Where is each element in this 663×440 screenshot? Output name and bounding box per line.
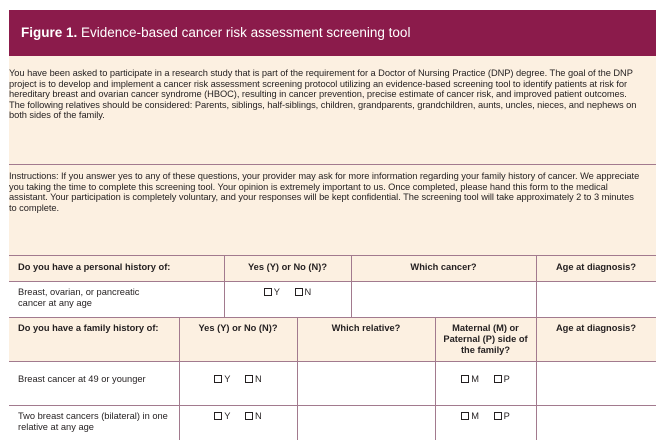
table-row [9, 406, 656, 440]
family-age-input[interactable] [536, 406, 656, 440]
personal-no-checkbox[interactable] [295, 288, 303, 296]
family-side-options [435, 374, 536, 406]
no-label: N [304, 287, 312, 297]
personal-age-input[interactable] [536, 282, 656, 318]
paternal-checkbox[interactable] [494, 412, 502, 420]
family-question-text: Two breast cancers (bilateral) in one relative at any age [18, 411, 168, 432]
intro-text: You have been asked to participate in a research study that is part of the requirement for a Doctor of Nursing Practice (DNP) degree. The goal of the DNP project is to develop and implement a cancer risk assessment screening protocol utilizing an evidence-based screening tool to identify patients at risk for hereditary breast and ovarian cancer syndrome (HBOC), resulting in cancer prevention, precise estimate of cancer risk, and improved patient outcomes. The following relatives should be considered: Parents, siblings, half-siblings, children, grandparents, grandchildren, aunts, uncles, nieces, and nephews on both sides of the family. [9, 68, 637, 121]
yes-label: Y [224, 411, 231, 421]
family-yes-checkbox[interactable] [214, 375, 222, 383]
family-yes-no-options [179, 374, 297, 406]
section-divider [9, 164, 656, 165]
paternal-label: P [503, 411, 510, 421]
no-label: N [255, 374, 262, 384]
personal-history-question-header: Do you have a personal history of: [18, 262, 171, 272]
yes-label: Y [273, 287, 280, 297]
family-yes-no-header: Yes (Y) or No (N)? [198, 323, 278, 333]
personal-age-header: Age at diagnosis? [555, 262, 637, 272]
family-no-checkbox[interactable] [245, 375, 253, 383]
personal-yes-checkbox[interactable] [264, 288, 272, 296]
personal-question-text: Breast, ovarian, or pancreatic cancer at any age [18, 287, 140, 308]
family-history-header-row [9, 318, 656, 362]
no-label: N [255, 411, 262, 421]
family-yes-no-options [179, 411, 297, 440]
maternal-checkbox[interactable] [461, 375, 469, 383]
which-cancer-input[interactable] [351, 282, 536, 318]
table-row [9, 362, 656, 406]
family-age-header: Age at diagnosis? [555, 323, 637, 333]
which-cancer-header: Which cancer? [410, 262, 477, 272]
table-row [9, 282, 656, 318]
personal-yes-no-options [224, 287, 351, 318]
family-side-header: Maternal (M) or Paternal (P) side of the family? [443, 323, 528, 355]
figure-title: Evidence-based cancer risk assessment screening tool [81, 25, 411, 40]
maternal-label: M [471, 374, 479, 384]
figure-header [9, 10, 656, 55]
maternal-checkbox[interactable] [461, 412, 469, 420]
family-question-text: Breast cancer at 49 or younger [18, 374, 146, 384]
maternal-label: M [471, 411, 479, 421]
personal-yes-no-header: Yes (Y) or No (N)? [247, 262, 328, 272]
which-relative-header: Which relative? [331, 323, 401, 333]
yes-label: Y [224, 374, 231, 384]
family-yes-checkbox[interactable] [214, 412, 222, 420]
personal-history-header-row [9, 255, 656, 282]
which-relative-input[interactable] [297, 406, 435, 440]
family-age-input[interactable] [536, 362, 656, 406]
family-no-checkbox[interactable] [245, 412, 253, 420]
figure-label: Figure 1. [21, 25, 78, 40]
family-side-options [435, 411, 536, 440]
paternal-checkbox[interactable] [494, 375, 502, 383]
instructions-text: Instructions: If you answer yes to any of these questions, your provider may ask for more information regarding your family history of cancer. We appreciate you taking the time to complete this screening tool. Your opinion is extremely important to us. Once completed, please hand this form to the medical assistant. Your participation is completely voluntary, and your responses will be kept confidential. The screening tool will take approximately 2 to 3 minutes to complete. [9, 171, 640, 213]
which-relative-input[interactable] [297, 362, 435, 406]
paternal-label: P [503, 374, 510, 384]
family-history-question-header: Do you have a family history of: [18, 323, 159, 333]
